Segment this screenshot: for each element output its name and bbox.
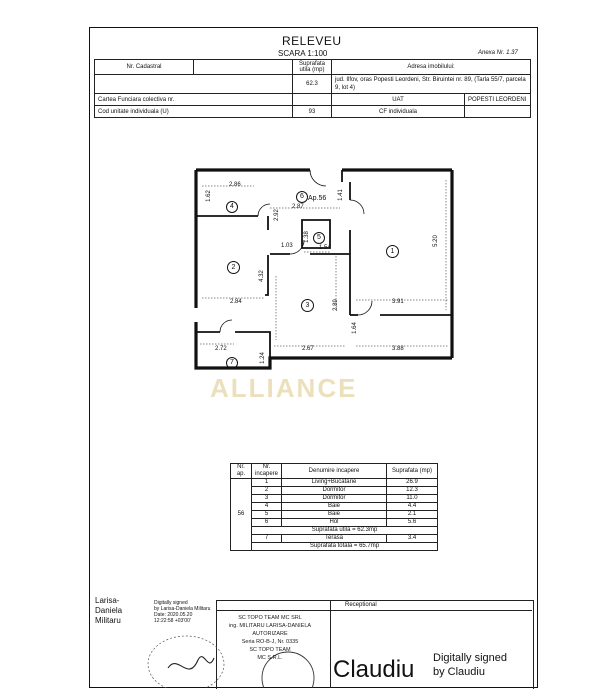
document-scale: SCARA 1:100: [278, 49, 328, 58]
room-number-6: [296, 191, 308, 203]
room-row-3-nr: 3: [252, 495, 282, 503]
cf-individuala-value: [465, 106, 531, 118]
room-row-4-name: Baie: [282, 503, 387, 511]
stamp-line-4: Seria RO-B-J, Nr. 0335: [241, 639, 299, 645]
room-row-5-name: Baie: [282, 511, 387, 519]
dim-3.91: 3.91: [392, 299, 404, 305]
dim-2.86: 2.86: [229, 182, 241, 188]
room-row-6-name: Hol: [282, 519, 387, 527]
right-digital-signature: [433, 651, 507, 679]
right-signed-line-2: by Claudiu: [433, 666, 485, 678]
carte-funciara-value: [293, 94, 332, 106]
room-row-6-nr: 6: [252, 519, 282, 527]
dim-1.38: 1.38: [303, 231, 310, 243]
dim-1.64: 1.64: [351, 322, 358, 334]
suprafata-label: Suprafata utila (mp): [293, 60, 332, 75]
receptional-label: Receptional: [345, 602, 377, 608]
room-number-1-text: 1: [390, 248, 395, 255]
room-number-3-text: 3: [305, 302, 310, 309]
left-signed-line-4: 12:22:58 +03'00': [154, 618, 191, 624]
suprafata-value: 62.3: [293, 75, 332, 94]
dim-2.72: 2.72: [215, 346, 227, 352]
dim-1.24: 1.24: [259, 352, 266, 364]
left-signed-line-2: by Larisa-Daniela Militaru: [154, 606, 211, 612]
terrace-name: Terasa: [282, 535, 387, 543]
left-signed-line-1: Digitally signed: [154, 600, 188, 606]
annex-number: Anexa Nr. 1.37: [478, 50, 518, 56]
dim-2.67: 2.67: [302, 346, 314, 352]
stamp-line-6: MC S.R.L.: [257, 655, 283, 661]
carte-funciara-label: Cartea Funciara colectiva nr.: [95, 94, 293, 106]
room-row-1-name: Living+Bucatarie: [282, 479, 387, 487]
left-signed-line-3: Date: 2020.05.20: [154, 612, 193, 618]
stamp-line-3: AUTORIZARE: [252, 631, 288, 637]
room-number-6-text: 6: [300, 193, 304, 200]
room-row-6-area: 5.6: [387, 519, 438, 527]
cadastral-blank: [95, 75, 293, 94]
nr-cadastral-value: [194, 60, 293, 75]
dim-1.03: 1.03: [281, 243, 293, 249]
uat-value: POPESTI LEORDENI: [465, 94, 531, 106]
adresa-value: jud. Ilfov, oras Popesti Leordeni, Str. Biruintei nr. 89, (Tarla 55/7, parcela 9, lot 4): [332, 75, 531, 94]
cod-unitate-label: Cod unitate individuala (U): [95, 106, 293, 118]
room-number-5-text: 5: [317, 234, 321, 241]
cf-individuala-label: CF individuala: [332, 106, 465, 118]
room-number-2-text: 2: [231, 264, 236, 271]
rooms-header-nr: Nr. incapere: [252, 464, 282, 479]
dim-1.54: 1.54: [319, 245, 331, 251]
room-number-7: [226, 357, 238, 369]
dim-2.84: 2.84: [230, 299, 242, 305]
dim-1.41: 1.41: [337, 189, 344, 201]
room-number-3: [301, 299, 314, 312]
room-number-5: [313, 232, 325, 244]
room-row-3-name: Dormitor: [282, 495, 387, 503]
room-row-2-name: Dormitor: [282, 487, 387, 495]
room-row-1-area: 26.9: [387, 479, 438, 487]
stamp-line-2: ing. MILITARU LARISA-DANIELA: [228, 623, 312, 629]
room-row-2-nr: 2: [252, 487, 282, 495]
dim-3.88: 3.88: [392, 346, 404, 352]
left-signer-name: [95, 596, 122, 626]
apartment-label: Ap.56: [308, 195, 327, 202]
cod-unitate-value: 93: [293, 106, 332, 118]
dim-1.62: 1.62: [205, 190, 212, 202]
dim-2.92: 2.92: [273, 209, 280, 221]
room-row-2-area: 12.3: [387, 487, 438, 495]
room-row-4-area: 4.4: [387, 503, 438, 511]
left-signer-line-2: Daniela: [95, 606, 123, 615]
stamp-line-1: SC TOPO TEAM MC SRL: [238, 615, 302, 621]
room-row-5-nr: 5: [252, 511, 282, 519]
adresa-label: Adresa imobilului:: [332, 60, 531, 75]
watermark: ALLIANCE: [210, 373, 358, 403]
left-signer-line-1: Larisa-: [95, 596, 120, 605]
stamp-text: [214, 614, 326, 662]
cadastral-info-table: [94, 59, 531, 118]
room-row-3-area: 11.0: [387, 495, 438, 503]
dim-2.87: 2.87: [292, 204, 304, 210]
document-title: RELEVEU: [282, 34, 342, 48]
dim-5.20: 5.20: [432, 235, 439, 247]
right-signed-line-1: Digitally signed: [433, 652, 507, 664]
rooms-grand-total: Suprafata totala = 65.7mp: [252, 543, 438, 551]
room-number-7-text: 7: [230, 359, 234, 366]
signature-box-divider: [330, 600, 331, 688]
room-number-4: [226, 201, 238, 213]
dim-2.89: 2.89: [332, 299, 339, 311]
right-signer-name: Claudiu: [333, 656, 415, 683]
rooms-apartment-nr: 56: [231, 479, 252, 551]
room-row-4-nr: 4: [252, 503, 282, 511]
rooms-table: [230, 463, 438, 551]
rooms-header-area: Suprafata (mp): [387, 464, 438, 479]
rooms-header-ap: Nr. ap.: [231, 464, 252, 479]
room-number-1: [386, 245, 399, 258]
terrace-nr: 7: [252, 535, 282, 543]
stamp-line-5: SC TOPO TEAM: [249, 647, 291, 653]
room-number-4-text: 4: [230, 203, 234, 210]
room-number-2: [227, 261, 240, 274]
left-signer-line-3: Militaru: [95, 616, 121, 625]
dim-4.32: 4.32: [258, 270, 265, 282]
room-row-5-area: 2.1: [387, 511, 438, 519]
room-row-1-nr: 1: [252, 479, 282, 487]
nr-cadastral-label: Nr. Cadastral: [95, 60, 194, 75]
terrace-area: 3.4: [387, 535, 438, 543]
rooms-header-name: Denumire incapere: [282, 464, 387, 479]
rooms-util-total: Suprafata utila = 62.3mp: [252, 527, 438, 535]
uat-label: UAT: [332, 94, 465, 106]
